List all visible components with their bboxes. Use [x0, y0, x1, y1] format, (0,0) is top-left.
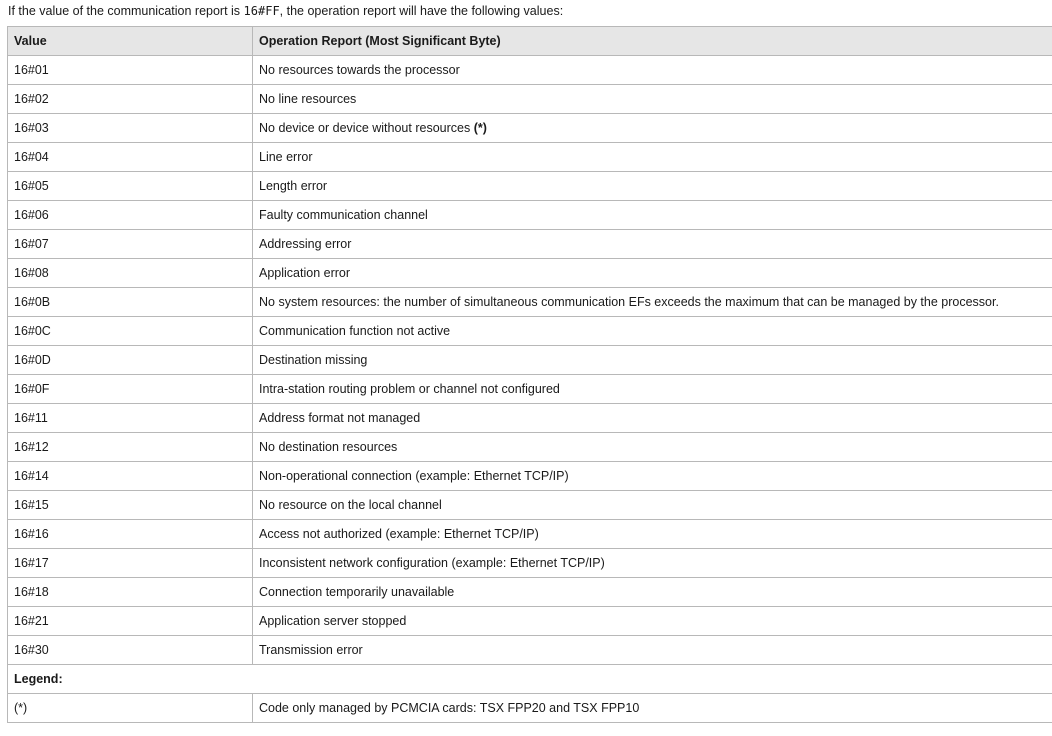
value-cell: 16#21 — [8, 607, 253, 636]
operation-report-text: Length error — [259, 179, 328, 193]
operation-report-cell — [253, 433, 1052, 462]
operation-report-text: Line error — [259, 150, 313, 164]
operation-report-text: Faulty communication channel — [259, 208, 428, 222]
table-row — [8, 636, 1052, 665]
operation-report-text: No resource on the local channel — [259, 498, 442, 512]
operation-report-text: Address format not managed — [259, 411, 421, 425]
operation-report-cell — [253, 230, 1052, 259]
operation-report-cell — [253, 607, 1052, 636]
operation-report-text: No resources towards the processor — [259, 63, 460, 77]
operation-report-text: Access not authorized (example: Ethernet TCP/IP) — [259, 527, 539, 541]
table-row — [8, 114, 1052, 143]
table-row — [8, 549, 1052, 578]
operation-report-cell — [253, 404, 1052, 433]
value-cell: 16#18 — [8, 578, 253, 607]
table-row — [8, 607, 1052, 636]
operation-report-text: Destination missing — [259, 353, 368, 367]
column-header-value: Value — [8, 27, 253, 56]
intro-code: 16#FF — [243, 4, 280, 18]
value-cell: 16#0C — [8, 317, 253, 346]
operation-report-text: Communication function not active — [259, 324, 451, 338]
intro-text — [8, 3, 563, 19]
operation-report-cell — [253, 578, 1052, 607]
operation-report-cell — [253, 56, 1052, 85]
operation-report-text: Inconsistent network configuration (example: Ethernet TCP/IP) — [259, 556, 605, 570]
legend-row — [8, 694, 1052, 723]
table-row — [8, 375, 1052, 404]
table-row — [8, 56, 1052, 85]
operation-report-cell — [253, 346, 1052, 375]
operation-report-cell — [253, 114, 1052, 143]
operation-report-cell — [253, 201, 1052, 230]
legend-symbol: (*) — [8, 694, 253, 723]
value-cell: 16#01 — [8, 56, 253, 85]
value-cell: 16#0D — [8, 346, 253, 375]
operation-report-text: No system resources: the number of simultaneous communication EFs exceeds the maximum that can be managed by the processor. — [259, 295, 999, 309]
operation-report-cell — [253, 288, 1052, 317]
legend-text: Code only managed by PCMCIA cards: TSX FPP20 and TSX FPP10 — [253, 694, 1052, 723]
table-row — [8, 520, 1052, 549]
value-cell: 16#16 — [8, 520, 253, 549]
operation-report-text: Transmission error — [259, 643, 363, 657]
operation-report-text: Intra-station routing problem or channel not configured — [259, 382, 560, 396]
table-row — [8, 259, 1052, 288]
table-row — [8, 288, 1052, 317]
table-row — [8, 462, 1052, 491]
operation-report-text: No device or device without resources — [259, 121, 474, 135]
operation-report-text: No line resources — [259, 92, 357, 106]
legend-title-row — [8, 665, 1052, 694]
table-row — [8, 201, 1052, 230]
operation-report-cell — [253, 143, 1052, 172]
operation-report-cell — [253, 85, 1052, 114]
value-cell: 16#03 — [8, 114, 253, 143]
operation-report-text: Addressing error — [259, 237, 352, 251]
table-row — [8, 172, 1052, 201]
value-cell: 16#12 — [8, 433, 253, 462]
table-row — [8, 433, 1052, 462]
operation-report-cell — [253, 549, 1052, 578]
table-row — [8, 346, 1052, 375]
value-cell: 16#04 — [8, 143, 253, 172]
table-row — [8, 317, 1052, 346]
operation-report-text: Non-operational connection (example: Ethernet TCP/IP) — [259, 469, 569, 483]
value-cell: 16#08 — [8, 259, 253, 288]
value-cell: 16#30 — [8, 636, 253, 665]
footnote-mark: (*) — [473, 121, 487, 135]
intro-suffix: , the operation report will have the following values: — [279, 4, 564, 18]
operation-report-text: Connection temporarily unavailable — [259, 585, 455, 599]
value-cell: 16#14 — [8, 462, 253, 491]
value-cell: 16#0B — [8, 288, 253, 317]
operation-report-text: No destination resources — [259, 440, 398, 454]
table-row — [8, 578, 1052, 607]
value-cell: 16#0F — [8, 375, 253, 404]
value-cell: 16#17 — [8, 549, 253, 578]
value-cell: 16#11 — [8, 404, 253, 433]
column-header-operation-report: Operation Report (Most Significant Byte) — [253, 27, 1052, 56]
operation-report-cell — [253, 462, 1052, 491]
operation-report-cell — [253, 520, 1052, 549]
operation-report-cell — [253, 317, 1052, 346]
legend-title: Legend: — [8, 665, 1052, 694]
operation-report-cell — [253, 636, 1052, 665]
table-row — [8, 230, 1052, 259]
table-row — [8, 404, 1052, 433]
value-cell: 16#07 — [8, 230, 253, 259]
operation-report-cell — [253, 259, 1052, 288]
operation-report-table — [7, 26, 1052, 723]
value-cell: 16#02 — [8, 85, 253, 114]
intro-prefix: If the value of the communication report is — [8, 4, 244, 18]
value-cell: 16#05 — [8, 172, 253, 201]
value-cell: 16#15 — [8, 491, 253, 520]
operation-report-cell — [253, 491, 1052, 520]
table-row — [8, 143, 1052, 172]
operation-report-cell — [253, 375, 1052, 404]
operation-report-text: Application error — [259, 266, 351, 280]
value-cell: 16#06 — [8, 201, 253, 230]
table-row — [8, 85, 1052, 114]
table-row — [8, 491, 1052, 520]
table-header-row — [8, 27, 1052, 56]
operation-report-cell — [253, 172, 1052, 201]
operation-report-text: Application server stopped — [259, 614, 407, 628]
